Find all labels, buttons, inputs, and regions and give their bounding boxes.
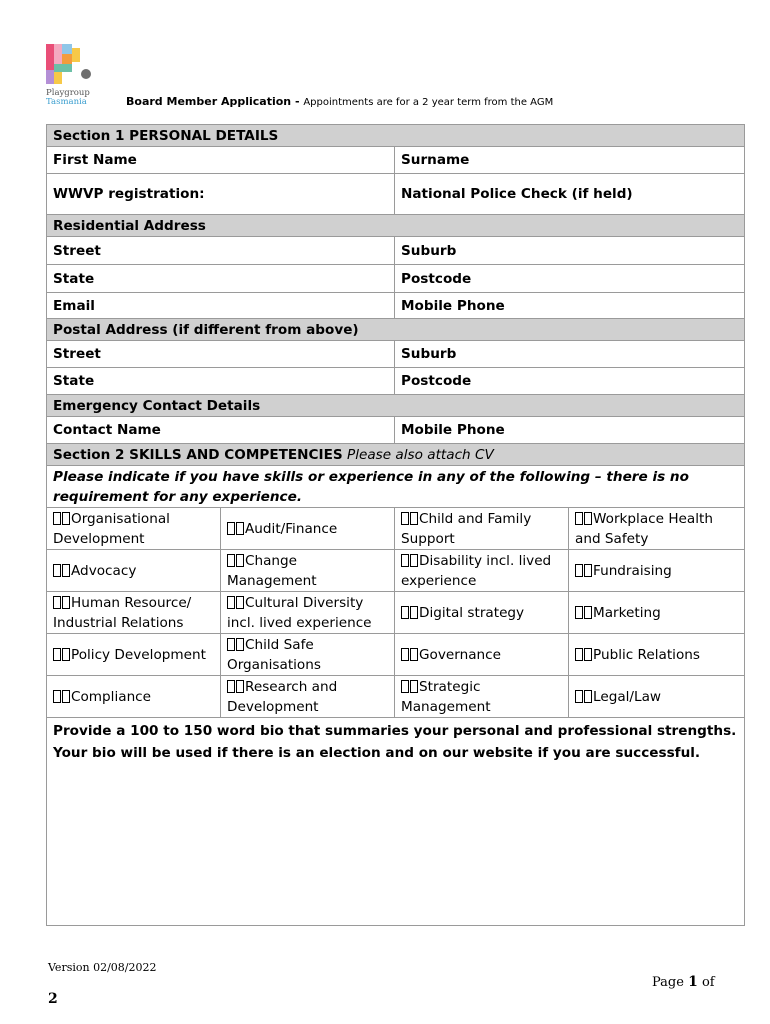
skill-cell <box>221 550 395 592</box>
skill-label: Organisational Development <box>53 510 170 547</box>
skill-checkbox[interactable] <box>62 512 70 525</box>
logo-text <box>46 89 90 107</box>
skill-label: Child and Family Support <box>401 510 532 547</box>
skill-checkbox[interactable] <box>236 554 244 567</box>
skill-checkbox[interactable] <box>62 564 70 577</box>
skill-label: Governance <box>419 646 502 663</box>
skill-cell <box>569 508 745 550</box>
skills-instruction: Please indicate if you have skills or experience in any of the following – there is no requirement for any experience. <box>47 466 745 508</box>
skill-cell <box>47 592 221 634</box>
emergency-contact-name-field[interactable]: Contact Name <box>47 417 395 444</box>
skills-row <box>47 550 745 592</box>
skill-checkbox[interactable] <box>575 564 583 577</box>
skill-checkbox[interactable] <box>401 554 409 567</box>
skill-checkbox[interactable] <box>584 512 592 525</box>
skill-checkbox[interactable] <box>401 606 409 619</box>
title-text: Board Member Application - <box>126 95 304 108</box>
skill-label: Public Relations <box>593 646 700 663</box>
skill-checkbox[interactable] <box>236 596 244 609</box>
skill-label: Advocacy <box>71 562 137 579</box>
skill-label: Cultural Diversity incl. lived experience <box>227 594 372 631</box>
page-number: 1 <box>688 974 698 990</box>
skill-label: Strategic Management <box>401 678 491 715</box>
skill-label: Change Management <box>227 552 317 589</box>
title-subtitle: Appointments are for a 2 year term from the AGM <box>303 97 554 108</box>
skill-checkbox[interactable] <box>410 606 418 619</box>
skill-checkbox[interactable] <box>53 596 61 609</box>
skill-cell <box>569 550 745 592</box>
emergency-mobile-field[interactable]: Mobile Phone <box>395 417 745 444</box>
skill-checkbox[interactable] <box>62 690 70 703</box>
section2-heading-text: Section 2 SKILLS AND COMPETENCIES <box>53 446 343 463</box>
skill-cell <box>569 592 745 634</box>
skill-checkbox[interactable] <box>410 680 418 693</box>
skill-checkbox[interactable] <box>410 648 418 661</box>
first-name-field[interactable]: First Name <box>47 147 395 174</box>
skill-checkbox[interactable] <box>53 564 61 577</box>
skill-checkbox[interactable] <box>227 596 235 609</box>
skill-cell <box>221 508 395 550</box>
skill-label: Compliance <box>71 688 152 705</box>
skill-checkbox[interactable] <box>62 596 70 609</box>
skill-label: Legal/Law <box>593 688 662 705</box>
section2-heading <box>47 444 745 466</box>
residential-postcode-field[interactable]: Postcode <box>395 265 745 293</box>
skills-row <box>47 508 745 550</box>
bio-field[interactable]: Provide a 100 to 150 word bio that summaries your personal and professional strengths. Your bio will be used if there is an election and on our website if you are successful. <box>47 718 745 926</box>
skill-cell <box>47 550 221 592</box>
version-label: Version 02/08/2022 <box>48 961 157 974</box>
skill-cell <box>395 634 569 676</box>
postal-street-field[interactable]: Street <box>47 341 395 368</box>
skill-checkbox[interactable] <box>53 690 61 703</box>
skill-checkbox[interactable] <box>53 648 61 661</box>
postal-state-field[interactable]: State <box>47 368 395 395</box>
logo-line-1: Playgroup <box>46 88 90 98</box>
application-form <box>46 124 745 926</box>
skill-checkbox[interactable] <box>584 690 592 703</box>
postal-heading: Postal Address (if different from above) <box>47 319 745 341</box>
skill-label: Fundraising <box>593 562 672 579</box>
logo-line-2: Tasmania <box>46 97 87 107</box>
skill-cell <box>395 550 569 592</box>
skills-grid <box>47 508 745 718</box>
residential-street-field[interactable]: Street <box>47 237 395 265</box>
skill-checkbox[interactable] <box>584 606 592 619</box>
skill-checkbox[interactable] <box>62 648 70 661</box>
skill-checkbox[interactable] <box>236 638 244 651</box>
police-check-field[interactable]: National Police Check (if held) <box>395 174 745 215</box>
skills-row <box>47 676 745 718</box>
skill-checkbox[interactable] <box>401 680 409 693</box>
skill-cell <box>395 676 569 718</box>
skill-checkbox[interactable] <box>584 648 592 661</box>
skill-label: Policy Development <box>71 646 206 663</box>
section1-heading: Section 1 PERSONAL DETAILS <box>47 125 745 147</box>
section2-heading-note: Please also attach CV <box>342 446 494 463</box>
skill-label: Child Safe Organisations <box>227 636 321 673</box>
residential-state-field[interactable]: State <box>47 265 395 293</box>
page-title <box>126 95 553 108</box>
skill-checkbox[interactable] <box>227 522 235 535</box>
skill-checkbox[interactable] <box>584 564 592 577</box>
skill-cell <box>47 676 221 718</box>
skill-cell <box>569 634 745 676</box>
skill-checkbox[interactable] <box>575 690 583 703</box>
skill-label: Audit/Finance <box>245 520 338 537</box>
residential-suburb-field[interactable]: Suburb <box>395 237 745 265</box>
emergency-heading: Emergency Contact Details <box>47 395 745 417</box>
skill-checkbox[interactable] <box>53 512 61 525</box>
skill-checkbox[interactable] <box>575 512 583 525</box>
skill-checkbox[interactable] <box>410 512 418 525</box>
skills-row <box>47 634 745 676</box>
skill-checkbox[interactable] <box>236 522 244 535</box>
skill-checkbox[interactable] <box>227 638 235 651</box>
skill-cell <box>221 676 395 718</box>
skill-label: Research and Development <box>227 678 338 715</box>
skill-cell <box>47 634 221 676</box>
skill-cell <box>569 676 745 718</box>
residential-heading: Residential Address <box>47 215 745 237</box>
skill-cell <box>395 592 569 634</box>
mobile-phone-field[interactable]: Mobile Phone <box>395 293 745 319</box>
page-total: 2 <box>48 991 58 1007</box>
skill-checkbox[interactable] <box>401 648 409 661</box>
skill-checkbox[interactable] <box>227 680 235 693</box>
skill-cell <box>395 508 569 550</box>
skill-cell <box>221 592 395 634</box>
postal-suburb-field[interactable]: Suburb <box>395 341 745 368</box>
page-indicator <box>652 974 715 990</box>
skill-label: Human Resource/ Industrial Relations <box>53 594 192 631</box>
skill-cell <box>47 508 221 550</box>
skill-label: Workplace Health and Safety <box>575 510 713 547</box>
skill-checkbox[interactable] <box>401 512 409 525</box>
skill-label: Digital strategy <box>419 604 525 621</box>
skill-checkbox[interactable] <box>575 648 583 661</box>
skill-checkbox[interactable] <box>410 554 418 567</box>
skill-checkbox[interactable] <box>575 606 583 619</box>
skill-label: Disability incl. lived experience <box>401 552 552 589</box>
surname-field[interactable]: Surname <box>395 147 745 174</box>
skill-cell <box>221 634 395 676</box>
skill-checkbox[interactable] <box>236 680 244 693</box>
page-of: of <box>697 975 715 990</box>
page-label: Page <box>652 975 689 990</box>
wwvp-field[interactable]: WWVP registration: <box>47 174 395 215</box>
postal-postcode-field[interactable]: Postcode <box>395 368 745 395</box>
email-field[interactable]: Email <box>47 293 395 319</box>
skills-row <box>47 592 745 634</box>
skill-checkbox[interactable] <box>227 554 235 567</box>
skill-label: Marketing <box>593 604 661 621</box>
